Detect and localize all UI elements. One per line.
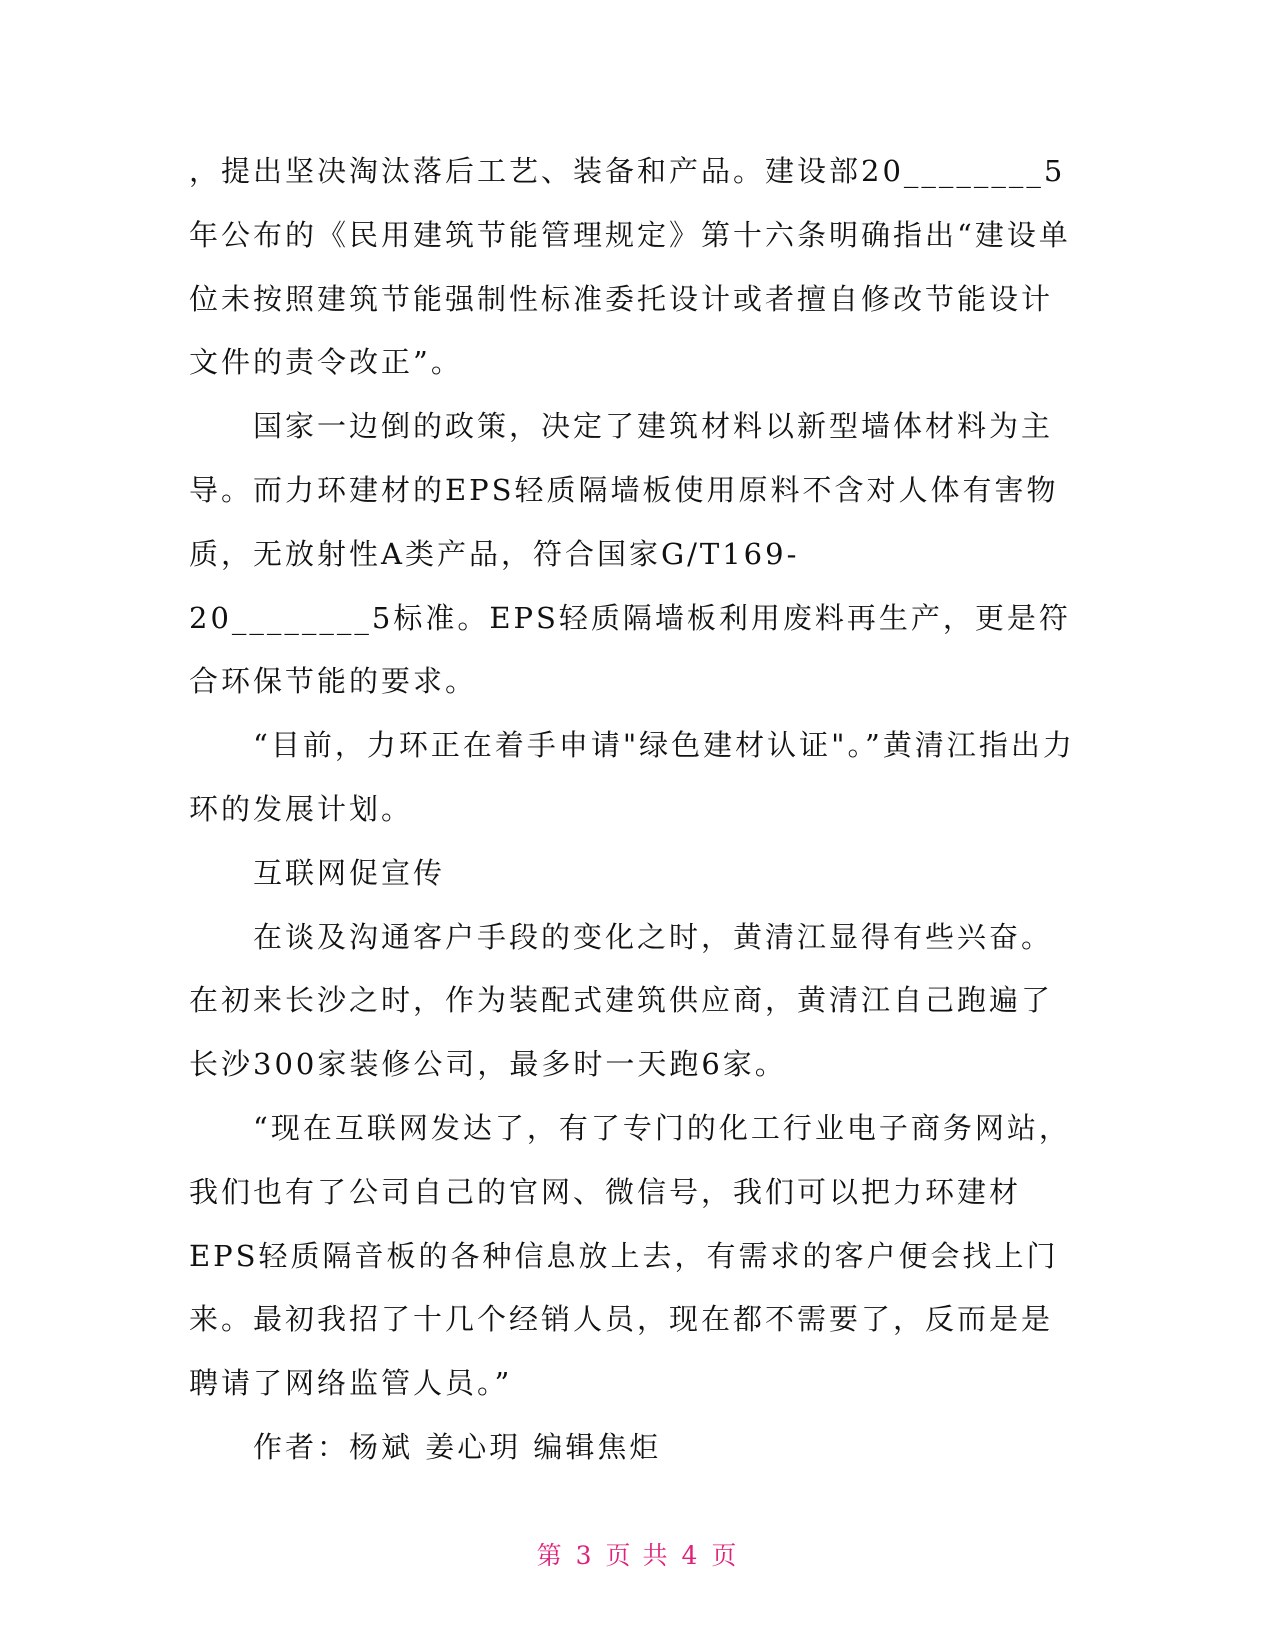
paragraph-5: 在谈及沟通客户手段的变化之时，黄清江显得有些兴奋。在初来长沙之时，作为装配式建筑供应商，黄清江自己跑遍了长沙300家装修公司，最多时一天跑6家。 [189, 919, 1054, 1082]
paragraph-4: “目前，力环正在着手申请"绿色建材认证"。”黄清江指出力环的发展计划。 [189, 728, 1075, 826]
author-line: 作者：杨斌 姜心玥 编辑焦炬 [253, 1429, 662, 1464]
paragraph-6: “现在互联网发达了，有了专门的化工行业电子商务网站，我们也有了公司自己的官网、微信号，我们可以把力环建材EPS轻质隔音板的各种信息放上去，有需求的客户便会找上门来。最初我招了十几个经销人员，现在都不需要了，反而是是聘请了网络监管人员。” [189, 1110, 1071, 1401]
paragraph-2: 国家一边倒的政策，决定了建筑材料以新型墙体材料为主导。而力环建材的EPS轻质隔墙板使用原料不含对人体有害物质，无放射性A类产品，符合国家G/T169- [189, 409, 1059, 571]
page-footer [0, 1536, 1275, 1572]
footer-middle: 页 共 [605, 1541, 670, 1570]
footer-total-pages: 4 [681, 1541, 700, 1570]
footer-current-page: 3 [575, 1541, 594, 1570]
paragraph-3: 20________5标准。EPS轻质隔墙板利用废料再生产，更是符合环保节能的要求。 [189, 600, 1071, 699]
section-heading: 互联网促宣传 [253, 855, 446, 890]
footer-prefix: 第 [536, 1541, 564, 1570]
footer-suffix: 页 [711, 1541, 739, 1570]
article-body [189, 140, 1082, 1480]
paragraph-1: ，提出坚决淘汰落后工艺、装备和产品。建设部20________5年公布的《民用建筑节能管理规定》第十六条明确指出“建设单位未按照建筑节能强制性标准委托设计或者擅自修改节能设计文件的责令改正”。 [189, 154, 1071, 380]
